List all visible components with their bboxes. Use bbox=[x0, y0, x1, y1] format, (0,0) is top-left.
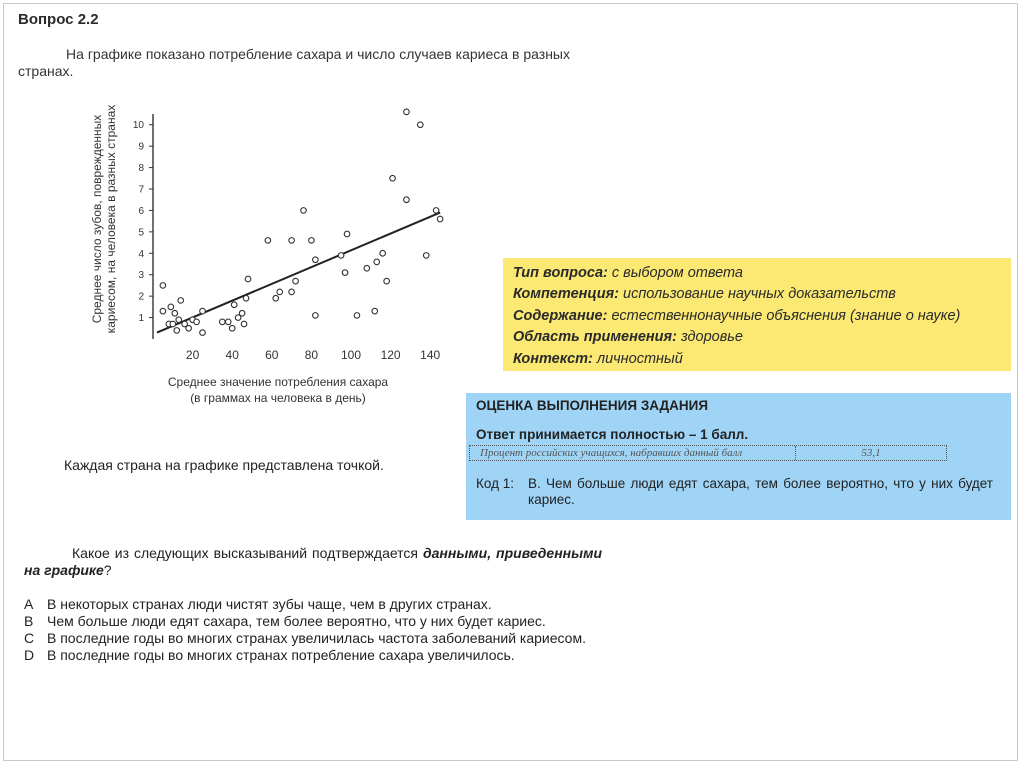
data-point bbox=[418, 122, 424, 128]
x-tick-label: 60 bbox=[265, 348, 279, 362]
data-point bbox=[160, 308, 166, 314]
data-point bbox=[384, 278, 390, 284]
data-point bbox=[273, 295, 279, 301]
percent-table bbox=[469, 445, 947, 461]
data-point bbox=[364, 265, 370, 271]
data-point bbox=[342, 270, 348, 276]
y-tick-label: 3 bbox=[138, 270, 144, 282]
scatter-chart bbox=[80, 95, 480, 415]
data-point bbox=[231, 302, 237, 308]
data-point bbox=[354, 313, 360, 319]
x-tick-label: 140 bbox=[420, 348, 441, 362]
data-point bbox=[178, 298, 184, 304]
data-point bbox=[172, 310, 178, 316]
data-point bbox=[243, 295, 249, 301]
y-tick-label: 4 bbox=[138, 248, 144, 260]
intro-text: На графике показано потребление сахара и число случаев кариеса в разных странах. bbox=[18, 46, 570, 79]
y-tick-label: 6 bbox=[138, 205, 144, 217]
y-tick-label: 8 bbox=[138, 163, 144, 175]
info-row-context: Контекст: личностный bbox=[513, 350, 683, 367]
code-key: Код 1: bbox=[476, 476, 514, 491]
data-point bbox=[168, 304, 174, 310]
data-point bbox=[309, 238, 315, 244]
info-row-competence: Компетенция: использование научных доказательств bbox=[513, 286, 896, 303]
assessment-code bbox=[476, 476, 1001, 508]
info-row-area: Область применения: здоровье bbox=[513, 329, 743, 346]
data-point bbox=[225, 319, 231, 325]
question-title: Вопрос 2.2 bbox=[18, 11, 99, 28]
option-c: C В последние годы во многих странах увеличилась частота заболеваний кариесом. bbox=[24, 630, 586, 646]
assessment-box bbox=[466, 393, 1011, 520]
data-point bbox=[245, 276, 251, 282]
data-point bbox=[265, 238, 271, 244]
assessment-title: ОЦЕНКА ВЫПОЛНЕНИЯ ЗАДАНИЯ bbox=[476, 398, 709, 413]
data-point bbox=[293, 278, 299, 284]
data-point bbox=[390, 175, 396, 181]
data-point bbox=[433, 208, 439, 214]
option-b: B Чем больше люди едят сахара, тем более вероятно, что у них будет кариес. bbox=[24, 613, 546, 629]
y-tick-label: 10 bbox=[132, 120, 144, 132]
option-d: D В последние годы во многих странах потребление сахара увеличилось. bbox=[24, 647, 515, 663]
data-point bbox=[170, 321, 176, 327]
trend-line bbox=[157, 213, 440, 333]
data-point bbox=[200, 330, 206, 336]
x-tick-label: 40 bbox=[225, 348, 239, 362]
x-axis-label: (в граммах на человека в день) bbox=[190, 391, 366, 405]
data-point bbox=[176, 317, 182, 323]
data-point bbox=[174, 328, 180, 334]
data-point bbox=[313, 313, 319, 319]
data-point bbox=[186, 325, 192, 331]
x-tick-label: 120 bbox=[380, 348, 401, 362]
data-point bbox=[423, 253, 429, 259]
info-row-content: Содержание: естественнонаучные объяснения (знание о науке) bbox=[513, 307, 961, 324]
data-point bbox=[200, 308, 206, 314]
code-text: В. Чем больше люди едят сахара, тем более вероятно, что у них будет кариес. bbox=[528, 476, 993, 507]
data-point bbox=[437, 216, 443, 222]
info-row-type: Тип вопроса: с выбором ответа bbox=[513, 265, 743, 281]
data-point bbox=[239, 310, 245, 316]
data-point bbox=[277, 289, 283, 295]
y-tick-label: 7 bbox=[138, 184, 144, 196]
y-tick-label: 2 bbox=[138, 291, 144, 303]
percent-value: 53,1 bbox=[861, 447, 881, 459]
data-point bbox=[241, 321, 247, 327]
x-axis-label: Среднее значение потребления сахара bbox=[167, 375, 389, 389]
question-info-box bbox=[503, 258, 1011, 371]
data-point bbox=[301, 208, 307, 214]
data-point bbox=[374, 259, 380, 265]
x-tick-label: 100 bbox=[340, 348, 362, 362]
question-text: Какое из следующих высказываний подтверждается данными, приведенными на графике? bbox=[24, 545, 602, 578]
data-point bbox=[380, 250, 386, 256]
data-point bbox=[160, 283, 166, 289]
x-tick-label: 80 bbox=[304, 348, 319, 362]
y-tick-label: 9 bbox=[138, 141, 144, 153]
data-point bbox=[220, 319, 226, 325]
data-point bbox=[344, 231, 350, 237]
data-point bbox=[404, 109, 410, 115]
data-point bbox=[404, 197, 410, 203]
percent-label: Процент российских учащихся, набравших данный балл bbox=[470, 446, 796, 460]
data-point bbox=[289, 289, 295, 295]
data-point bbox=[194, 319, 200, 325]
option-a: A В некоторых странах люди чистят зубы чаще, чем в других странах. bbox=[24, 596, 492, 612]
data-point bbox=[313, 257, 319, 263]
answer-options bbox=[24, 596, 602, 664]
data-point bbox=[372, 308, 378, 314]
y-tick-label: 5 bbox=[138, 227, 144, 239]
y-axis-label: Среднее число зубов, поврежденных bbox=[90, 114, 104, 324]
y-axis-label: кариесом, на человека в разных странах bbox=[104, 104, 118, 334]
data-point bbox=[289, 238, 295, 244]
data-point bbox=[229, 325, 235, 331]
y-tick-label: 1 bbox=[138, 313, 144, 325]
x-tick-label: 20 bbox=[185, 348, 200, 362]
data-point bbox=[338, 253, 344, 259]
assessment-answer-rule: Ответ принимается полностью – 1 балл. bbox=[476, 427, 749, 442]
chart-caption: Каждая страна на графике представлена точкой. bbox=[64, 457, 384, 473]
